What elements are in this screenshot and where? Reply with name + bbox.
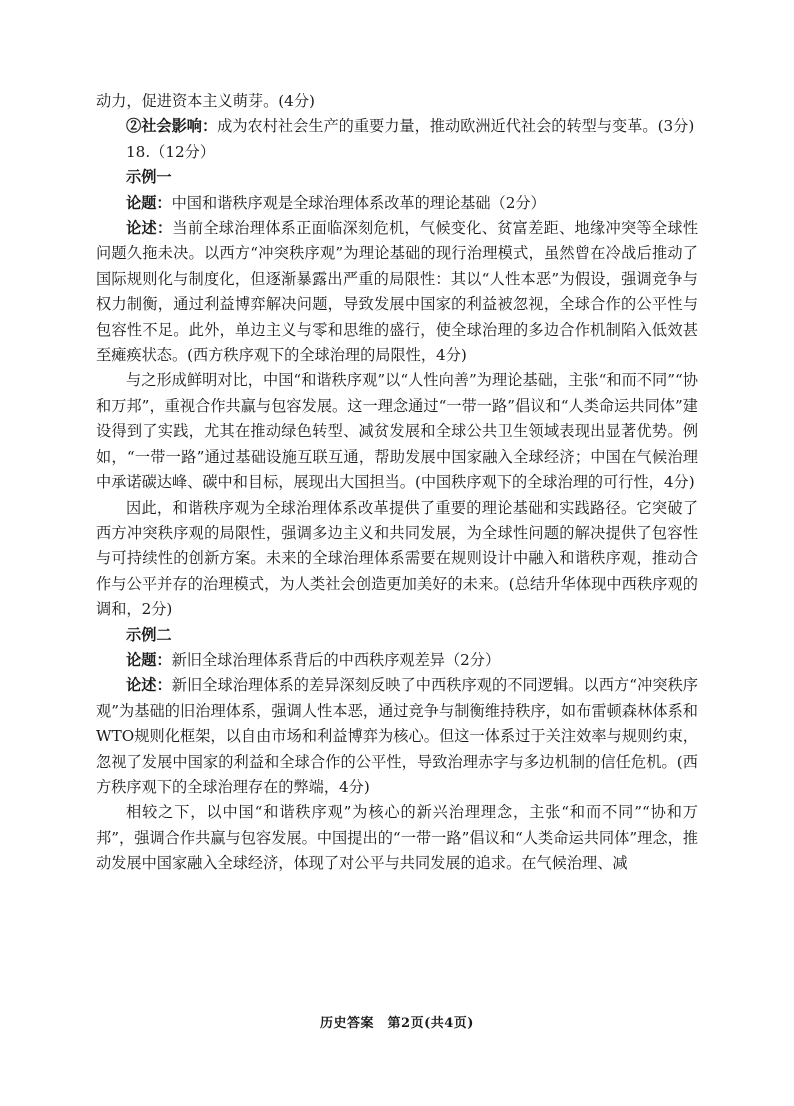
paragraph-label: 论述：: [126, 676, 172, 695]
paragraph-argument-one: [96, 216, 698, 368]
paragraph-label: 论题：: [126, 650, 172, 669]
page-footer: 历史答案 第2页(共4页): [320, 1016, 474, 1031]
paragraph-label: 论题：: [126, 193, 172, 212]
paragraph-conclusion: [96, 496, 698, 623]
paragraph-thesis-two: [96, 648, 698, 673]
paragraph-text: 动力，促进资本主义萌芽。(4分): [96, 92, 315, 110]
example-two-heading: [96, 623, 698, 648]
paragraph-comparison: [96, 800, 698, 876]
paragraph-text: 当前全球治理体系正面临深刻危机，气候变化、贫富差距、地缘冲突等全球性问题久拖未决。以西方“冲突秩序观”为理论基础的现行治理模式，虽然曾在冷战后推动了国际规则化与制度化，但逐渐暴露出严重的局限性：其以“人性本恶”为假设，强调竞争与权力制衡，通过利益博弈解决问题，导致发展中国家的利益被忽视，全球合作的公平性与包容性不足。此外，单边主义与零和思维的盛行，使全球治理的多边合作机制陷入低效甚至瘫痪状态。(西方秩序观下的全球治理的局限性，4分): [96, 219, 699, 365]
paragraph-text: 新旧全球治理体系的差异深刻反映了中西秩序观的不同逻辑。以西方“冲突秩序观”为基础的旧治理体系，强调人性本恶，通过竞争与制衡维持秩序，如布雷顿森林体系和WTO规则化框架，以自由市场和利益博弈为核心。但这一体系过于关注效率与规则约束，忽视了发展中国家的利益和全球合作的公平性，导致治理赤字与多边机制的信任危机。(西方秩序观下的全球治理存在的弊端，4分): [96, 676, 698, 796]
paragraph-contrast: [96, 368, 698, 495]
question-number: [96, 140, 698, 165]
paragraph-label: 论述：: [126, 219, 173, 238]
paragraph-text: 中国和谐秩序观是全球治理体系改革的理论基础（2分）: [171, 193, 546, 212]
paragraph-text: 因此，和谐秩序观为全球治理体系改革提供了重要的理论基础和实践路径。它突破了西方冲突秩序观的局限性，强调多边主义和共同发展，为全球性问题的解决提供了包容性与可持续性的创新方案。未来的全球治理体系需要在规则设计中融入和谐秩序观，推动合作与公平并存的治理模式，为人类社会创造更加美好的未来。(总结升华体现中西秩序观的调和，2分): [96, 498, 698, 619]
paragraph-text: 成为农村社会生产的重要力量，推动欧洲近代社会的转型与变革。(3分): [217, 117, 695, 136]
document-body: [96, 89, 698, 877]
paragraph-label: 示例一: [126, 168, 172, 187]
paragraph-text: 新旧全球治理体系背后的中西秩序观差异（2分）: [171, 650, 501, 669]
paragraph-thesis-one: [96, 191, 698, 216]
paragraph-label: 示例二: [126, 625, 172, 644]
example-one-heading: [96, 165, 698, 190]
paragraph-continuation: [96, 89, 698, 114]
paragraph-label: ②社会影响：: [126, 117, 218, 136]
paragraph-social-impact: [96, 114, 698, 139]
paragraph-argument-two: [96, 673, 698, 800]
paragraph-text: 相较之下，以中国“和谐秩序观”为核心的新兴治理理念，主张“和而不同”“协和万邦”，强调合作共赢与包容发展。中国提出的“一带一路”倡议和“人类命运共同体”理念，推动发展中国家融入全球经济，体现了对公平与共同发展的追求。在气候治理、减: [96, 803, 698, 873]
paragraph-text: 18.（12分）: [126, 142, 216, 161]
paragraph-text: 与之形成鲜明对比，中国“和谐秩序观”以“人性向善”为理论基础，主张“和而不同”“协和万邦”，重视合作共赢与包容发展。这一理念通过“一带一路”倡议和“人类命运共同体”建设得到了实践，尤其在推动绿色转型、减贫发展和全球公共卫生领域表现出显著优势。例如，“一带一路”通过基础设施互联互通，帮助发展中国家融入全球经济；中国在气候治理中承诺碳达峰、碳中和目标，展现出大国担当。(中国秩序观下的全球治理的可行性，4分): [96, 371, 698, 492]
